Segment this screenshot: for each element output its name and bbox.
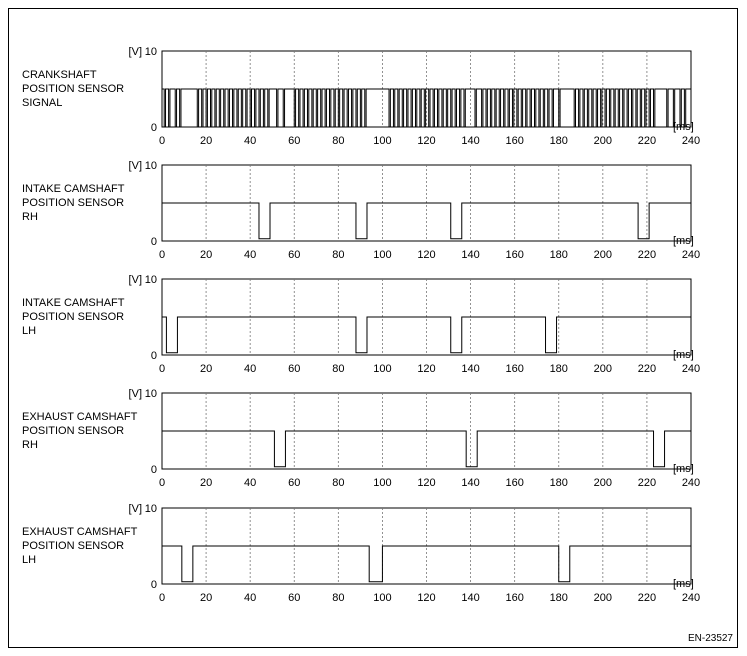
y-axis-unit: [V]	[128, 46, 142, 58]
y-axis-unit: [V]	[128, 160, 142, 172]
y-tick-label: 10	[144, 160, 157, 172]
x-tick-label: 120	[417, 592, 436, 604]
y-tick-label: 0	[150, 350, 157, 362]
signal-title-line: POSITION SENSOR	[22, 540, 125, 552]
signal-title-line: EXHAUST CAMSHAFT	[22, 526, 138, 538]
x-tick-label: 160	[505, 477, 524, 489]
signal-title-line: INTAKE CAMSHAFT	[22, 297, 125, 309]
y-tick-label: 0	[150, 236, 157, 248]
waveform-chart	[22, 274, 700, 375]
waveform-chart	[22, 160, 700, 261]
x-tick-label: 20	[199, 249, 213, 261]
x-tick-label: 120	[417, 477, 436, 489]
x-tick-label: 20	[199, 363, 213, 375]
x-tick-label: 100	[373, 249, 392, 261]
x-tick-label: 80	[332, 592, 345, 604]
x-tick-label: 0	[158, 363, 166, 375]
y-axis-unit: [V]	[128, 388, 142, 400]
signal-title-line: POSITION SENSOR	[22, 425, 125, 437]
x-tick-label: 0	[158, 135, 166, 147]
signal-title-line: RH	[22, 211, 38, 223]
signal-title-line: EXHAUST CAMSHAFT	[22, 411, 138, 423]
x-tick-label: 220	[637, 135, 657, 147]
x-tick-label: 140	[461, 249, 480, 261]
x-tick-label: 40	[244, 592, 257, 604]
x-tick-label: 180	[549, 363, 568, 375]
x-tick-label: 240	[681, 135, 701, 147]
x-tick-label: 180	[549, 135, 568, 147]
x-tick-label: 160	[505, 135, 524, 147]
y-tick-label: 10	[144, 503, 157, 515]
signal-title-line: POSITION SENSOR	[22, 311, 125, 323]
x-tick-label: 200	[593, 135, 613, 147]
x-tick-label: 240	[681, 363, 701, 375]
waveform-chart	[22, 46, 700, 147]
x-tick-label: 60	[288, 249, 301, 261]
y-tick-label: 0	[150, 579, 157, 591]
x-tick-label: 60	[288, 477, 301, 489]
x-tick-label: 60	[288, 363, 301, 375]
x-tick-label: 80	[332, 135, 345, 147]
x-tick-label: 80	[332, 477, 345, 489]
x-tick-label: 0	[158, 477, 166, 489]
x-tick-label: 220	[637, 592, 657, 604]
x-tick-label: 40	[244, 135, 257, 147]
x-tick-label: 40	[244, 477, 257, 489]
x-tick-label: 220	[637, 249, 657, 261]
x-tick-label: 40	[244, 249, 257, 261]
x-tick-label: 20	[199, 592, 213, 604]
x-tick-label: 180	[549, 592, 568, 604]
signal-title-line: RH	[22, 439, 38, 451]
x-tick-label: 100	[373, 135, 392, 147]
y-tick-label: 10	[144, 46, 157, 58]
y-axis-unit: [V]	[128, 503, 142, 515]
x-axis-unit: [ms]	[673, 235, 694, 247]
y-tick-label: 10	[144, 388, 157, 400]
signal-title-line: POSITION SENSOR	[22, 83, 125, 95]
x-tick-label: 160	[505, 249, 524, 261]
x-tick-label: 140	[461, 477, 480, 489]
x-tick-label: 140	[461, 135, 480, 147]
x-tick-label: 60	[288, 592, 301, 604]
signal-title-line: LH	[22, 554, 37, 566]
x-tick-label: 200	[593, 592, 613, 604]
y-tick-label: 0	[150, 464, 157, 476]
x-tick-label: 240	[681, 592, 701, 604]
x-tick-label: 220	[637, 363, 657, 375]
x-tick-label: 100	[373, 363, 392, 375]
x-tick-label: 100	[373, 477, 392, 489]
x-tick-label: 20	[199, 477, 213, 489]
x-tick-label: 200	[593, 363, 613, 375]
signal-title-line: CRANKSHAFT	[22, 69, 97, 81]
x-tick-label: 240	[681, 249, 701, 261]
x-tick-label: 60	[288, 135, 301, 147]
x-tick-label: 80	[332, 249, 345, 261]
x-tick-label: 120	[417, 363, 436, 375]
y-tick-label: 0	[150, 122, 157, 134]
x-axis-unit: [ms]	[673, 349, 694, 361]
x-tick-label: 240	[681, 477, 701, 489]
waveform-chart	[22, 388, 700, 489]
y-axis-unit: [V]	[128, 274, 142, 286]
x-axis-unit: [ms]	[673, 578, 694, 590]
x-tick-label: 40	[244, 363, 257, 375]
signal-title-line: POSITION SENSOR	[22, 197, 125, 209]
x-tick-label: 140	[461, 592, 480, 604]
x-tick-label: 180	[549, 477, 568, 489]
x-tick-label: 120	[417, 249, 436, 261]
x-tick-label: 160	[505, 592, 524, 604]
x-tick-label: 0	[158, 592, 166, 604]
x-tick-label: 0	[158, 249, 166, 261]
signal-title-line: LH	[22, 325, 37, 337]
signal-title-line: SIGNAL	[22, 97, 63, 109]
x-axis-unit: [ms]	[673, 463, 694, 475]
x-tick-label: 160	[505, 363, 524, 375]
y-tick-label: 10	[144, 274, 157, 286]
x-tick-label: 100	[373, 592, 392, 604]
x-tick-label: 200	[593, 477, 613, 489]
x-tick-label: 20	[199, 135, 213, 147]
x-tick-label: 220	[637, 477, 657, 489]
x-tick-label: 140	[461, 363, 480, 375]
x-axis-unit: [ms]	[673, 121, 694, 133]
waveform-chart	[22, 503, 700, 604]
x-tick-label: 80	[332, 363, 345, 375]
x-tick-label: 200	[593, 249, 613, 261]
figure-code: EN-23527	[687, 633, 733, 644]
signal-title-line: INTAKE CAMSHAFT	[22, 183, 125, 195]
x-tick-label: 180	[549, 249, 568, 261]
x-tick-label: 120	[417, 135, 436, 147]
